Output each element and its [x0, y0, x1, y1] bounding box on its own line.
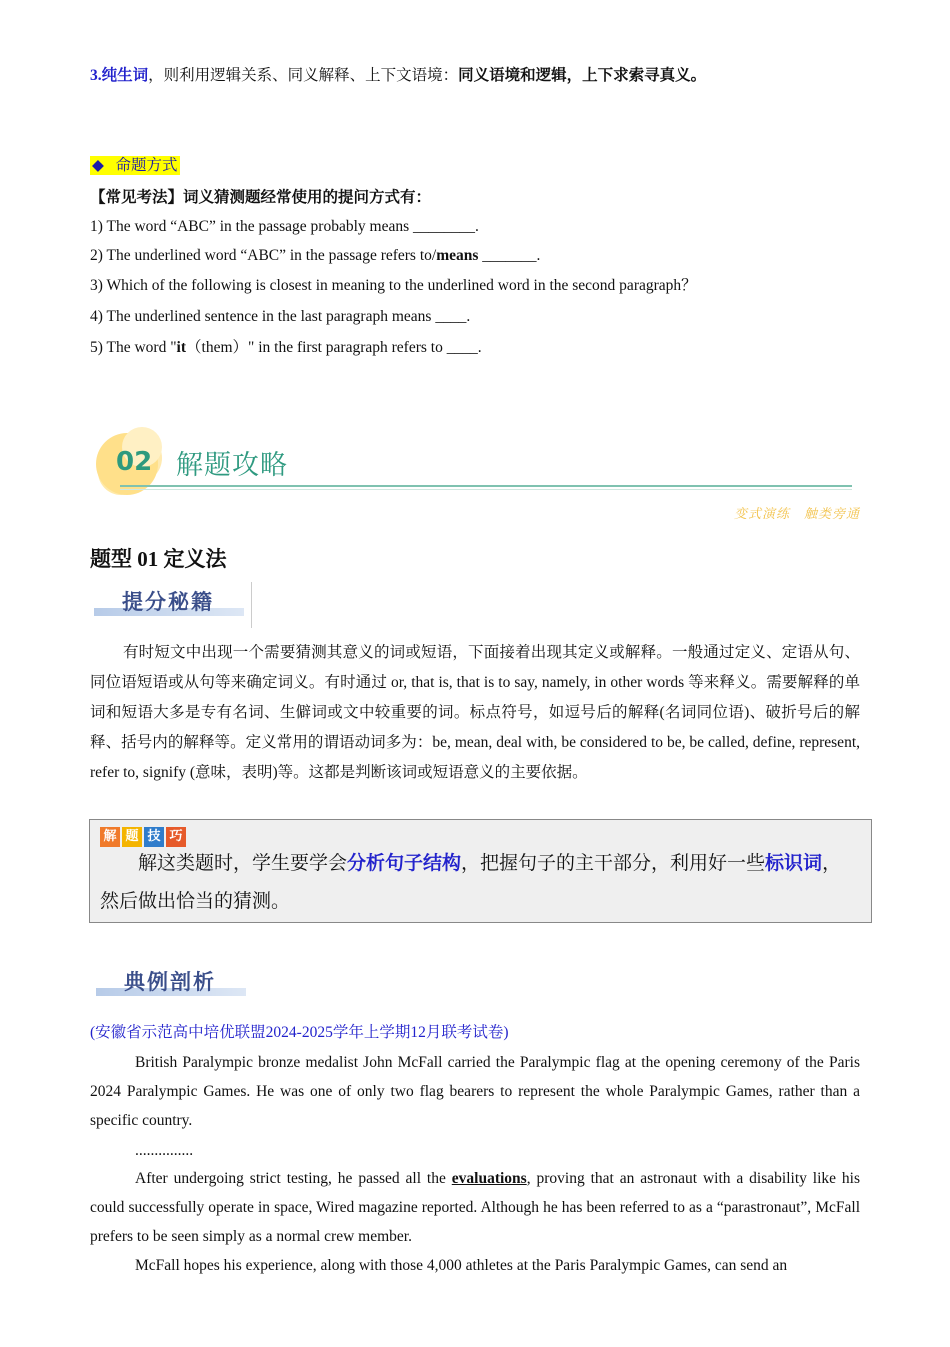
- question-2-bold: means: [436, 247, 479, 264]
- question-5: [90, 338, 482, 358]
- question-1: 1) The word “ABC” in the passage probably means ________.: [90, 218, 479, 235]
- question-2: [90, 246, 540, 266]
- tip-chip-2: 题: [122, 827, 142, 847]
- banner-number: 02: [116, 447, 153, 477]
- example-paragraph-2: [90, 1164, 860, 1251]
- tip-chip-1: 解: [100, 827, 120, 847]
- tip-line-1-pre: 解这类题时，学生要学会: [138, 852, 348, 874]
- tips-label: [94, 584, 254, 618]
- common-question-label: 【常见考法】词义猜测题经常使用的提问方式有：: [90, 189, 432, 206]
- tip-chip-3: 技: [144, 827, 164, 847]
- question-4: 4) The underlined sentence in the last paragraph means ____.: [90, 308, 471, 325]
- banner-title: 解题攻略: [176, 450, 288, 481]
- example-source: (安徽省示范高中培优联盟2024-2025学年上学期12月联考试卷): [90, 1024, 509, 1041]
- tip-line-2: 然后做出恰当的猜测。: [100, 890, 291, 912]
- example-paragraph-2-post: , proving that an astronaut with a disability like his could successfully operate in space, Wired magazine reported. Although he has been referred to as a “parastronaut”, McFall prefers to be seen simply as a normal crew member.: [90, 1170, 860, 1245]
- questioning-heading: [90, 156, 180, 176]
- tip-chip-4: 巧: [166, 827, 186, 847]
- tip-keyword-structure: 分析句子结构: [347, 852, 462, 874]
- question-2-post: _______.: [478, 247, 541, 264]
- tip-line-1: [138, 848, 841, 875]
- tips-label-text: 提分秘籍: [122, 590, 214, 614]
- question-5-pre: 5) The word ": [90, 339, 177, 356]
- underlined-word-evaluations: evaluations: [451, 1170, 527, 1187]
- solving-tips-box: [89, 819, 872, 923]
- example-paragraph-2-pre: After undergoing strict testing, he passed all the: [135, 1170, 452, 1187]
- question-2-pre: 2) The underlined word “ABC” in the passage refers to/: [90, 247, 437, 264]
- question-3: 3) Which of the following is closest in meaning to the underlined word in the second paragraph？: [90, 277, 697, 294]
- intro-bold-text: 同义语境和逻辑，上下求索寻真义。: [458, 67, 707, 84]
- banner-slogan: 变式演练 触类旁通: [733, 507, 860, 522]
- question-5-post: （them）" in the first paragraph refers to ____.: [186, 339, 482, 356]
- tips-label-divider: [251, 582, 252, 628]
- tips-chips: [100, 827, 188, 847]
- tip-keyword-markers: 标识词: [765, 852, 823, 874]
- intro-term: 纯生词: [101, 67, 149, 84]
- banner-rule-shadow: [120, 489, 852, 490]
- banner-rule: [120, 485, 852, 487]
- example-label: [96, 964, 256, 998]
- example-ellipsis: ...............: [135, 1142, 194, 1159]
- intro-line: [90, 66, 706, 86]
- questioning-heading-highlight: [90, 156, 180, 175]
- type-01-heading: 题型 01 定义法: [90, 547, 227, 571]
- definition-paragraph: 有时短文中出现一个需要猜测其意义的词或短语，下面接着出现其定义或解释。一般通过定义、定语从句、同位语短语或从句等来确定词义。有时通过 or, that is, that is to say, namely, in other words 等来释义。需要解释的单词和短语大多是专有名词、生僻词或文中较重要的词。标点符号，如逗号后的解释(名词同位语)、破折号后的解释、括号内的解释等。定义常用的谓语动词多为：be, mean, deal with, be considered to be, be called, define, represent, refer to, signify (意味，表明)等。这都是判断该词或短语意义的主要依据。: [90, 644, 860, 781]
- questioning-heading-text: 命题方式: [115, 157, 178, 174]
- question-5-bold: it: [176, 339, 187, 356]
- tip-line-1-mid: ，把握句子的主干部分，利用好一些: [461, 852, 766, 874]
- intro-number: 3.: [90, 67, 102, 84]
- example-paragraph-3: McFall hopes his experience, along with those 4,000 athletes at the Paris Paralympic Games, can send an: [135, 1257, 788, 1274]
- example-label-text: 典例剖析: [124, 970, 216, 994]
- example-paragraph-1: British Paralympic bronze medalist John McFall carried the Paralympic flag at the opening ceremony of the Paris 2024 Paralympic Games. He was one of only two flag bearers to represent the whole Paralympic Games, rather than a specific country.: [90, 1054, 860, 1129]
- tip-line-1-post: ，: [822, 852, 842, 874]
- section-banner: [92, 425, 862, 525]
- intro-text: ，则利用逻辑关系、同义解释、上下文语境：: [148, 67, 459, 84]
- diamond-bullet-icon: ◆: [92, 157, 104, 174]
